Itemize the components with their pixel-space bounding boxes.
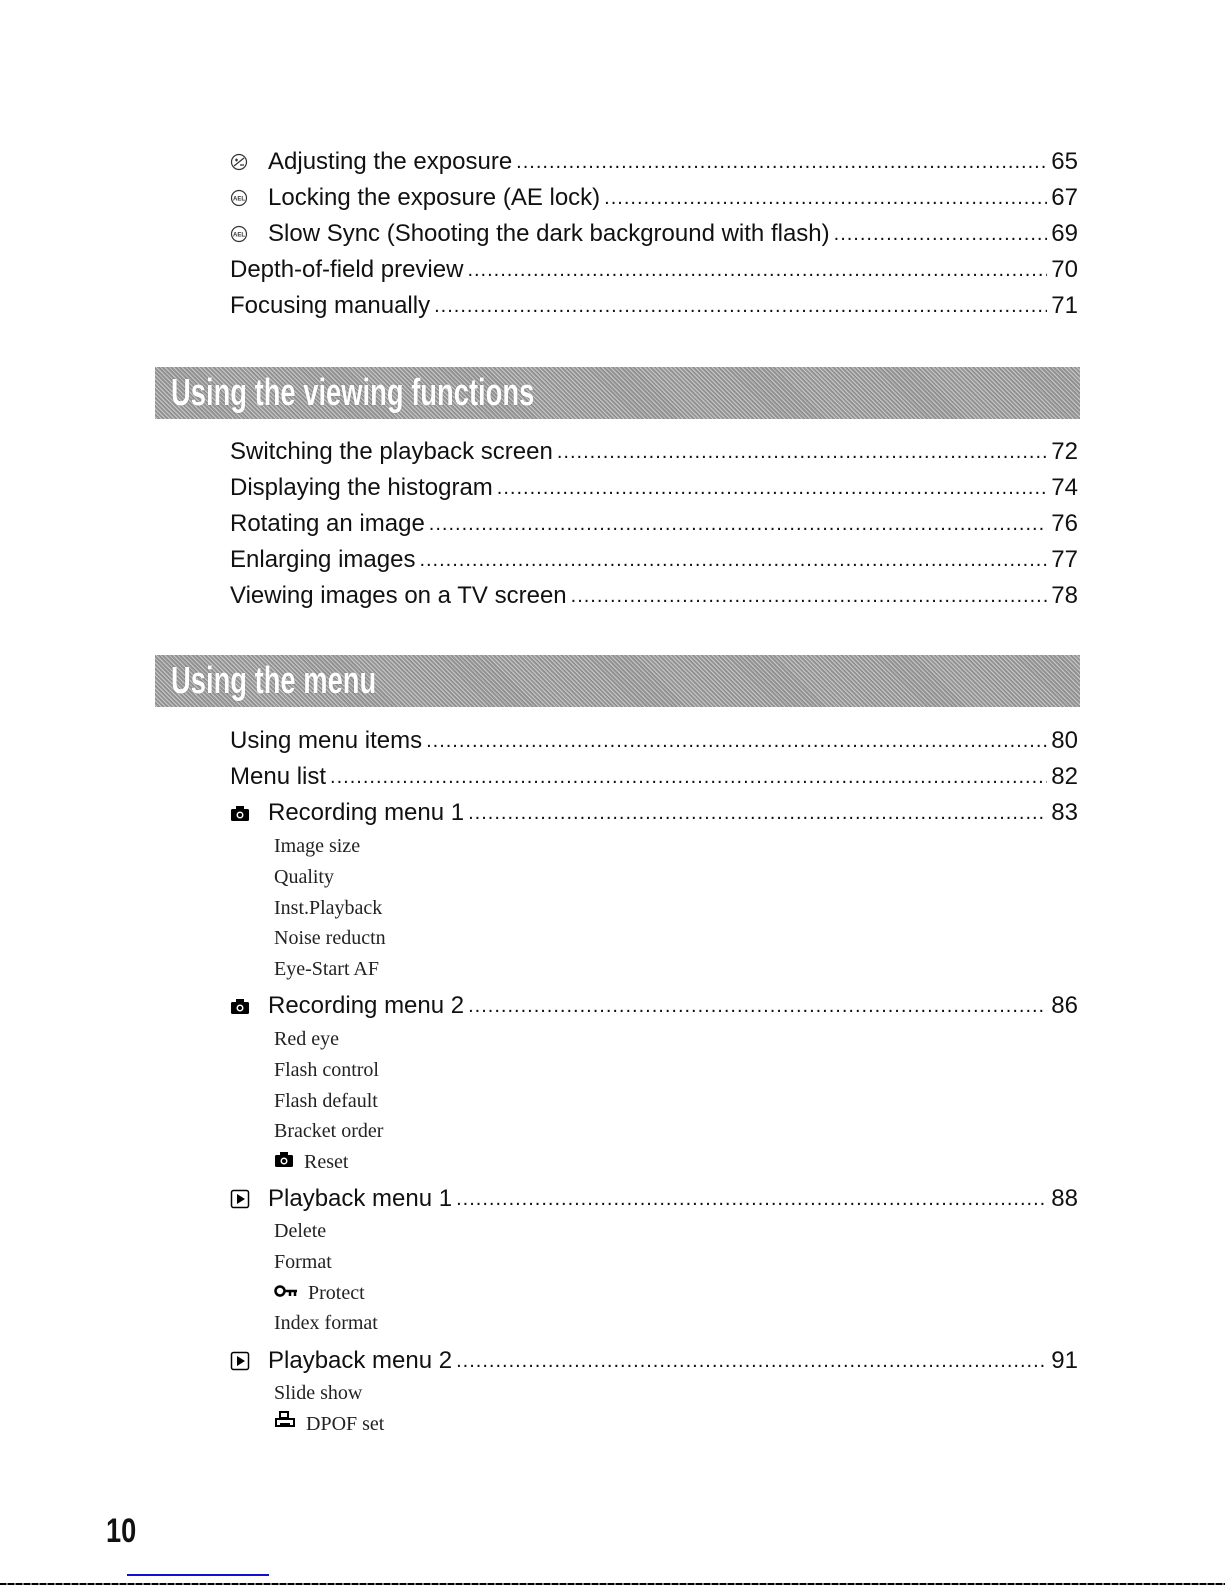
toc-entry-label: Playback menu 2 <box>268 1347 453 1374</box>
link-underline <box>127 1574 269 1576</box>
toc-entry-label: Rotating an image <box>230 510 425 537</box>
toc-subentry-label: Slide show <box>274 1382 363 1404</box>
toc-entry-page[interactable]: 86 <box>1051 992 1078 1019</box>
toc-entry-label: Depth-of-field preview <box>230 256 464 283</box>
camera-icon <box>230 997 268 1015</box>
toc-entry[interactable] <box>230 145 1078 179</box>
toc-entry-page[interactable]: 78 <box>1051 582 1078 609</box>
svg-text:AEL: AEL <box>233 232 245 239</box>
dot-leader <box>516 145 1047 179</box>
toc-subentry[interactable] <box>274 894 382 922</box>
toc-entry-page[interactable]: 83 <box>1051 799 1078 826</box>
toc-subentry[interactable] <box>274 1025 339 1053</box>
toc-entry-page[interactable]: 69 <box>1051 220 1078 247</box>
toc-entry-page[interactable]: 88 <box>1051 1185 1078 1212</box>
toc-entry[interactable] <box>230 1344 1078 1378</box>
dot-leader <box>497 471 1048 505</box>
dot-leader <box>426 724 1047 758</box>
toc-entry-page[interactable]: 77 <box>1051 546 1078 573</box>
dot-leader <box>429 507 1048 541</box>
toc-entry-page[interactable]: 71 <box>1051 292 1078 319</box>
page-number: 10 <box>106 1512 137 1550</box>
toc-subentry-label: Bracket order <box>274 1120 384 1142</box>
toc-entry[interactable] <box>230 507 1078 541</box>
toc-subentry-label: Image size <box>274 835 361 857</box>
print-icon <box>274 1410 296 1438</box>
toc-subentry-label: Inst.Playback <box>274 897 383 919</box>
toc-subentry[interactable] <box>274 1379 362 1407</box>
dot-leader <box>571 579 1048 613</box>
toc-entry-label: Using menu items <box>230 727 423 754</box>
playback-icon <box>230 1351 268 1371</box>
toc-entry-label: Recording menu 2 <box>268 992 465 1019</box>
toc-entry-page[interactable]: 91 <box>1051 1347 1078 1374</box>
toc-entry-page[interactable]: 82 <box>1051 763 1078 790</box>
toc-subentry-label: Eye-Start AF <box>274 958 379 980</box>
toc-subentry-label: Index format <box>274 1312 378 1334</box>
toc-subentry[interactable] <box>274 1148 348 1176</box>
toc-entry[interactable] <box>230 289 1078 323</box>
toc-subentry[interactable] <box>274 1248 332 1276</box>
toc-entry-label: Recording menu 1 <box>268 799 465 826</box>
ael-icon <box>230 225 268 243</box>
playback-icon <box>230 1189 268 1209</box>
section-banner <box>155 367 1080 419</box>
toc-entry-label: Locking the exposure (AE lock) <box>268 184 601 211</box>
toc-entry[interactable] <box>230 579 1078 613</box>
toc-entry[interactable] <box>230 724 1078 758</box>
toc-subentry-label: Flash control <box>274 1059 379 1081</box>
toc-entry-label: Viewing images on a TV screen <box>230 582 567 609</box>
toc-entry-page[interactable]: 80 <box>1051 727 1078 754</box>
dot-leader <box>467 253 1047 287</box>
camera-icon <box>274 1148 294 1176</box>
dot-leader <box>468 989 1047 1023</box>
toc-entry[interactable] <box>230 989 1078 1023</box>
toc-entry[interactable] <box>230 1182 1078 1216</box>
toc-entry-page[interactable]: 74 <box>1051 474 1078 501</box>
toc-subentry-label: Delete <box>274 1220 327 1242</box>
section-title: Using the viewing functions <box>171 372 535 414</box>
key-icon <box>274 1279 298 1307</box>
toc-subentry-label: Format <box>274 1251 332 1273</box>
toc-subentry[interactable] <box>274 924 386 952</box>
toc-subentry-label: DPOF set <box>306 1413 385 1435</box>
toc-entry-page[interactable]: 70 <box>1051 256 1078 283</box>
toc-subentry-label: Flash default <box>274 1090 378 1112</box>
toc-subentry-label: Quality <box>274 866 334 888</box>
dot-leader <box>434 289 1047 323</box>
dot-leader <box>468 796 1047 830</box>
toc-entry[interactable] <box>230 253 1078 287</box>
toc-entry-page[interactable]: 67 <box>1051 184 1078 211</box>
toc-entry-page[interactable]: 72 <box>1051 438 1078 465</box>
toc-entry[interactable] <box>230 760 1078 794</box>
toc-entry-label: Displaying the histogram <box>230 474 493 501</box>
svg-text:AEL: AEL <box>233 196 245 203</box>
dot-leader <box>456 1182 1047 1216</box>
dot-leader <box>419 543 1047 577</box>
dot-leader <box>557 435 1047 469</box>
toc-subentry[interactable] <box>274 1056 379 1084</box>
toc-entry[interactable] <box>230 796 1078 830</box>
toc-entry-label: Playback menu 1 <box>268 1185 453 1212</box>
toc-entry-page[interactable]: 65 <box>1051 148 1078 175</box>
toc-entry-label: Menu list <box>230 763 327 790</box>
toc-entry-page[interactable]: 76 <box>1051 510 1078 537</box>
toc-entry-label: Switching the playback screen <box>230 438 553 465</box>
toc-entry[interactable] <box>230 181 1078 215</box>
toc-subentry[interactable] <box>274 1217 326 1245</box>
toc-entry[interactable] <box>230 471 1078 505</box>
toc-entry-label: Enlarging images <box>230 546 416 573</box>
exposure-compensation-icon <box>230 153 268 171</box>
toc-entry[interactable] <box>230 543 1078 577</box>
toc-subentry[interactable] <box>274 863 334 891</box>
toc-subentry-label: Protect <box>308 1282 365 1304</box>
toc-subentry[interactable] <box>274 1309 378 1337</box>
dot-leader <box>456 1344 1047 1378</box>
toc-subentry[interactable] <box>274 1279 365 1307</box>
dot-leader <box>834 217 1048 251</box>
toc-subentry-label: Reset <box>304 1151 349 1173</box>
toc-subentry[interactable] <box>274 832 360 860</box>
dot-leader <box>604 181 1047 215</box>
toc-subentry[interactable] <box>274 1410 384 1438</box>
dot-leader <box>330 760 1047 794</box>
toc-entry-label: Slow Sync (Shooting the dark background with flash) <box>268 220 830 247</box>
ael-icon <box>230 189 268 207</box>
toc-entry[interactable] <box>230 217 1078 251</box>
camera-icon <box>230 804 268 822</box>
toc-subentry-label: Red eye <box>274 1028 339 1050</box>
section-title: Using the menu <box>171 660 377 702</box>
toc-subentry[interactable] <box>274 1117 383 1145</box>
toc-entry-label: Focusing manually <box>230 292 431 319</box>
toc-entry[interactable] <box>230 435 1078 469</box>
toc-entry-label: Adjusting the exposure <box>268 148 513 175</box>
section-banner <box>155 655 1080 707</box>
toc-subentry[interactable] <box>274 955 379 983</box>
toc-subentry[interactable] <box>274 1087 378 1115</box>
toc-subentry-label: Noise reductn <box>274 927 386 949</box>
